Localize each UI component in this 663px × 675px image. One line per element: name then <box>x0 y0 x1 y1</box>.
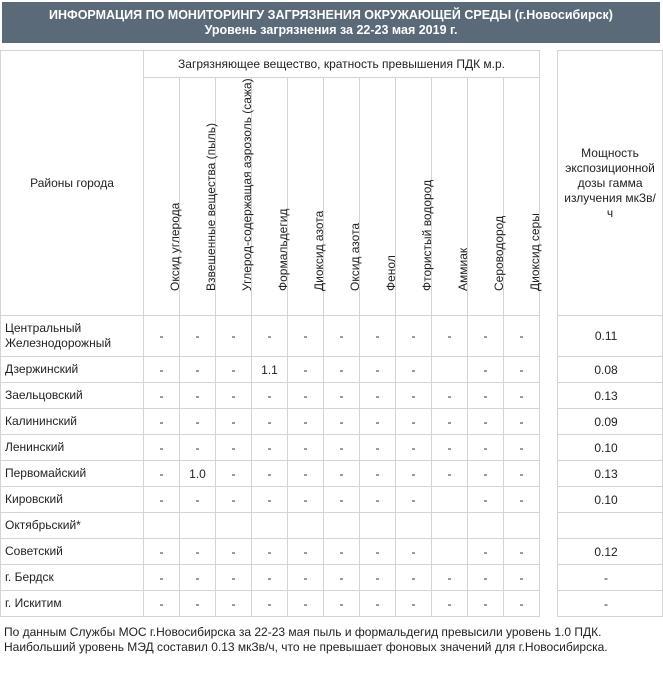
pollutant-value: - <box>288 461 324 487</box>
pollutant-value <box>432 539 468 565</box>
report-banner <box>0 0 662 45</box>
district-name: Кировский <box>1 487 144 513</box>
pollutant-value: - <box>324 435 360 461</box>
dose-value: 0.10 <box>558 487 663 513</box>
pollutant-value: - <box>144 487 180 513</box>
row-gap <box>540 513 558 539</box>
pollutant-label: Фтористый водород <box>419 179 434 291</box>
pollutant-value: - <box>504 539 540 565</box>
report-title: ИНФОРМАЦИЯ ПО МОНИТОРИНГУ ЗАГРЯЗНЕНИЯ ОКРУЖАЮЩЕЙ СРЕДЫ (г.Новосибирск) <box>49 8 613 22</box>
district-name: Заельцовский <box>1 383 144 409</box>
pollutant-value: 1.1 <box>252 357 288 383</box>
pollutant-value <box>432 513 468 539</box>
pollutant-value: - <box>252 435 288 461</box>
pollutant-label: Углерод-содержащая аэрозоль (сажа) <box>239 78 254 291</box>
pollutant-value: - <box>504 435 540 461</box>
table-row <box>1 435 663 461</box>
pollutant-value: - <box>216 487 252 513</box>
pollutant-value: - <box>288 565 324 591</box>
pollutant-value: - <box>144 591 180 617</box>
pollutant-value: - <box>180 357 216 383</box>
pollutant-value <box>432 357 468 383</box>
row-gap <box>540 316 558 357</box>
pollutant-value: - <box>504 461 540 487</box>
pollutant-value <box>144 513 180 539</box>
pollutant-value: 1.0 <box>180 461 216 487</box>
district-name: Ленинский <box>1 435 144 461</box>
districts-header: Районы города <box>1 51 144 316</box>
dose-value: 0.11 <box>558 316 663 357</box>
pollutant-value: - <box>396 316 432 357</box>
pollutant-group-header: Загрязняющее вещество, кратность превышения ПДК м.р. <box>144 51 540 78</box>
pollutant-header <box>288 78 324 316</box>
pollutant-value: - <box>288 591 324 617</box>
pollutant-value: - <box>144 383 180 409</box>
pollutant-header <box>504 78 540 316</box>
dose-value: 0.09 <box>558 409 663 435</box>
pollutant-value: - <box>432 316 468 357</box>
pollutant-value: - <box>144 409 180 435</box>
dose-header: Мощность экспозиционной дозы гамма излучения мкЗв/ч <box>558 51 663 316</box>
pollutant-value <box>396 513 432 539</box>
pollutant-value: - <box>396 565 432 591</box>
pollutant-value: - <box>252 591 288 617</box>
pollutant-header <box>360 78 396 316</box>
pollutant-value: - <box>504 357 540 383</box>
district-name: г. Бердск <box>1 565 144 591</box>
pollutant-value: - <box>180 316 216 357</box>
pollutant-header <box>180 78 216 316</box>
pollutant-header <box>144 78 180 316</box>
pollutant-value: - <box>144 461 180 487</box>
district-name: Дзержинский <box>1 357 144 383</box>
pollutant-label: Диоксид серы <box>527 213 542 291</box>
pollutant-value: - <box>468 565 504 591</box>
row-gap <box>540 435 558 461</box>
pollutant-value: - <box>396 591 432 617</box>
dose-value: 0.10 <box>558 435 663 461</box>
pollutant-label: Оксид углерода <box>167 202 182 291</box>
pollutant-value: - <box>180 539 216 565</box>
dose-value: 0.08 <box>558 357 663 383</box>
pollutant-value: - <box>288 435 324 461</box>
pollutant-value <box>324 513 360 539</box>
pollution-table-body <box>1 51 663 617</box>
pollutant-value <box>252 513 288 539</box>
pollutant-value: - <box>504 409 540 435</box>
pollutant-value: - <box>252 409 288 435</box>
pollutant-value: - <box>324 591 360 617</box>
district-name: Октябрьский* <box>1 513 144 539</box>
pollutant-value: - <box>324 316 360 357</box>
pollutant-value: - <box>360 487 396 513</box>
pollutant-value: - <box>180 409 216 435</box>
pollutant-value: - <box>180 591 216 617</box>
pollutant-value: - <box>360 461 396 487</box>
pollutant-value: - <box>324 383 360 409</box>
pollutant-value: - <box>144 539 180 565</box>
pollutant-value: - <box>468 316 504 357</box>
pollutant-value: - <box>288 539 324 565</box>
pollutant-value: - <box>360 409 396 435</box>
pollutant-value: - <box>216 383 252 409</box>
pollutant-value: - <box>252 565 288 591</box>
pollutant-value: - <box>360 565 396 591</box>
pollutant-value: - <box>432 435 468 461</box>
table-row <box>1 539 663 565</box>
table-row <box>1 357 663 383</box>
pollutant-label: Оксид азота <box>347 222 362 291</box>
pollutant-value: - <box>360 591 396 617</box>
pollutant-value <box>180 513 216 539</box>
pollutant-value: - <box>180 435 216 461</box>
district-name: Первомайский <box>1 461 144 487</box>
pollutant-value: - <box>252 539 288 565</box>
pollutant-value: - <box>504 487 540 513</box>
pollutant-value: - <box>216 591 252 617</box>
pollutant-value: - <box>288 316 324 357</box>
table-row <box>1 591 663 617</box>
pollutant-value: - <box>432 383 468 409</box>
row-gap <box>540 357 558 383</box>
pollutant-value: - <box>324 357 360 383</box>
pollutant-value: - <box>252 383 288 409</box>
pollutant-label: Фенол <box>383 255 398 291</box>
pollutant-value: - <box>504 565 540 591</box>
pollutant-value: - <box>180 383 216 409</box>
pollutant-value: - <box>324 565 360 591</box>
pollutant-value: - <box>468 591 504 617</box>
district-name: г. Искитим <box>1 591 144 617</box>
pollutant-value: - <box>324 487 360 513</box>
pollutant-value: - <box>288 357 324 383</box>
dose-value: - <box>558 591 663 617</box>
pollutant-value: - <box>360 435 396 461</box>
pollutant-label: Аммиак <box>455 247 470 291</box>
pollutant-label: Формальдегид <box>275 208 290 291</box>
table-row <box>1 316 663 357</box>
pollutant-value: - <box>216 357 252 383</box>
pollutant-value: - <box>216 409 252 435</box>
pollutant-value: - <box>504 383 540 409</box>
pollutant-value <box>432 487 468 513</box>
pollutant-value: - <box>468 357 504 383</box>
pollutant-value: - <box>324 409 360 435</box>
pollutant-value: - <box>144 565 180 591</box>
row-gap <box>540 591 558 617</box>
pollutant-value: - <box>396 409 432 435</box>
report-subtitle: Уровень загрязнения за 22-23 мая 2019 г. <box>204 23 458 37</box>
pollutant-value: - <box>216 565 252 591</box>
district-name: Советский <box>1 539 144 565</box>
pollutant-value: - <box>468 539 504 565</box>
pollutant-header <box>252 78 288 316</box>
pollutant-value: - <box>180 487 216 513</box>
dose-value <box>558 513 663 539</box>
pollutant-value: - <box>324 539 360 565</box>
table-row <box>1 383 663 409</box>
dose-value: 0.13 <box>558 383 663 409</box>
pollutant-value: - <box>468 435 504 461</box>
pollutant-value <box>468 513 504 539</box>
header-gap <box>540 51 558 316</box>
pollutant-value <box>360 513 396 539</box>
pollutant-value: - <box>288 409 324 435</box>
table-row <box>1 461 663 487</box>
pollutant-value: - <box>360 316 396 357</box>
pollutant-value: - <box>144 357 180 383</box>
pollutant-value: - <box>216 461 252 487</box>
pollutant-value: - <box>288 383 324 409</box>
pollutant-value: - <box>396 357 432 383</box>
pollutant-value: - <box>432 409 468 435</box>
pollutant-value: - <box>144 435 180 461</box>
pollutant-header <box>468 78 504 316</box>
pollutant-value: - <box>288 487 324 513</box>
row-gap <box>540 461 558 487</box>
pollution-table <box>0 50 663 617</box>
pollutant-value: - <box>216 316 252 357</box>
pollutant-value: - <box>252 487 288 513</box>
row-gap <box>540 383 558 409</box>
pollutant-value: - <box>432 591 468 617</box>
header-row-group <box>1 51 663 78</box>
dose-value: 0.13 <box>558 461 663 487</box>
row-gap <box>540 409 558 435</box>
table-row <box>1 565 663 591</box>
pollutant-value: - <box>396 461 432 487</box>
pollutant-value: - <box>468 487 504 513</box>
pollutant-value: - <box>360 383 396 409</box>
pollutant-header <box>432 78 468 316</box>
pollutant-value: - <box>396 435 432 461</box>
pollutant-header <box>324 78 360 316</box>
pollutant-value: - <box>216 539 252 565</box>
row-gap <box>540 565 558 591</box>
pollutant-value: - <box>144 316 180 357</box>
pollutant-value: - <box>468 409 504 435</box>
row-gap <box>540 539 558 565</box>
pollutant-value: - <box>432 461 468 487</box>
pollutant-value: - <box>396 487 432 513</box>
pollutant-value <box>216 513 252 539</box>
pollutant-header <box>216 78 252 316</box>
pollutant-value: - <box>360 539 396 565</box>
footnote: По данным Службы МОС г.Новосибирска за 22-23 мая пыль и формальдегид превысили уровень 1.0 ПДК. Наибольший уровень МЭД составил 0.13 мкЗв/ч, что не превышает фоновых значений для г.Новосибирска. <box>4 625 608 654</box>
pollutant-value: - <box>252 461 288 487</box>
pollutant-value: - <box>396 383 432 409</box>
pollutant-value: - <box>504 316 540 357</box>
pollutant-value: - <box>252 316 288 357</box>
pollutant-value: - <box>432 565 468 591</box>
pollutant-label: Взвешенные вещества (пыль) <box>203 122 218 291</box>
pollutant-header <box>396 78 432 316</box>
row-gap <box>540 487 558 513</box>
district-name: Центральный Железнодорожный <box>1 316 144 357</box>
table-row <box>1 409 663 435</box>
pollutant-value: - <box>396 539 432 565</box>
pollutant-value: - <box>180 565 216 591</box>
dose-value: 0.12 <box>558 539 663 565</box>
pollutant-value: - <box>468 383 504 409</box>
pollutant-label: Диоксид азота <box>311 210 326 291</box>
pollutant-value: - <box>360 357 396 383</box>
district-name: Калининский <box>1 409 144 435</box>
pollutant-value: - <box>216 435 252 461</box>
pollutant-value <box>288 513 324 539</box>
pollutant-label: Сероводород <box>491 215 506 291</box>
pollutant-value: - <box>504 591 540 617</box>
pollutant-value <box>504 513 540 539</box>
pollutant-value: - <box>324 461 360 487</box>
pollutant-value: - <box>468 461 504 487</box>
table-row <box>1 513 663 539</box>
table-row <box>1 487 663 513</box>
dose-value: - <box>558 565 663 591</box>
